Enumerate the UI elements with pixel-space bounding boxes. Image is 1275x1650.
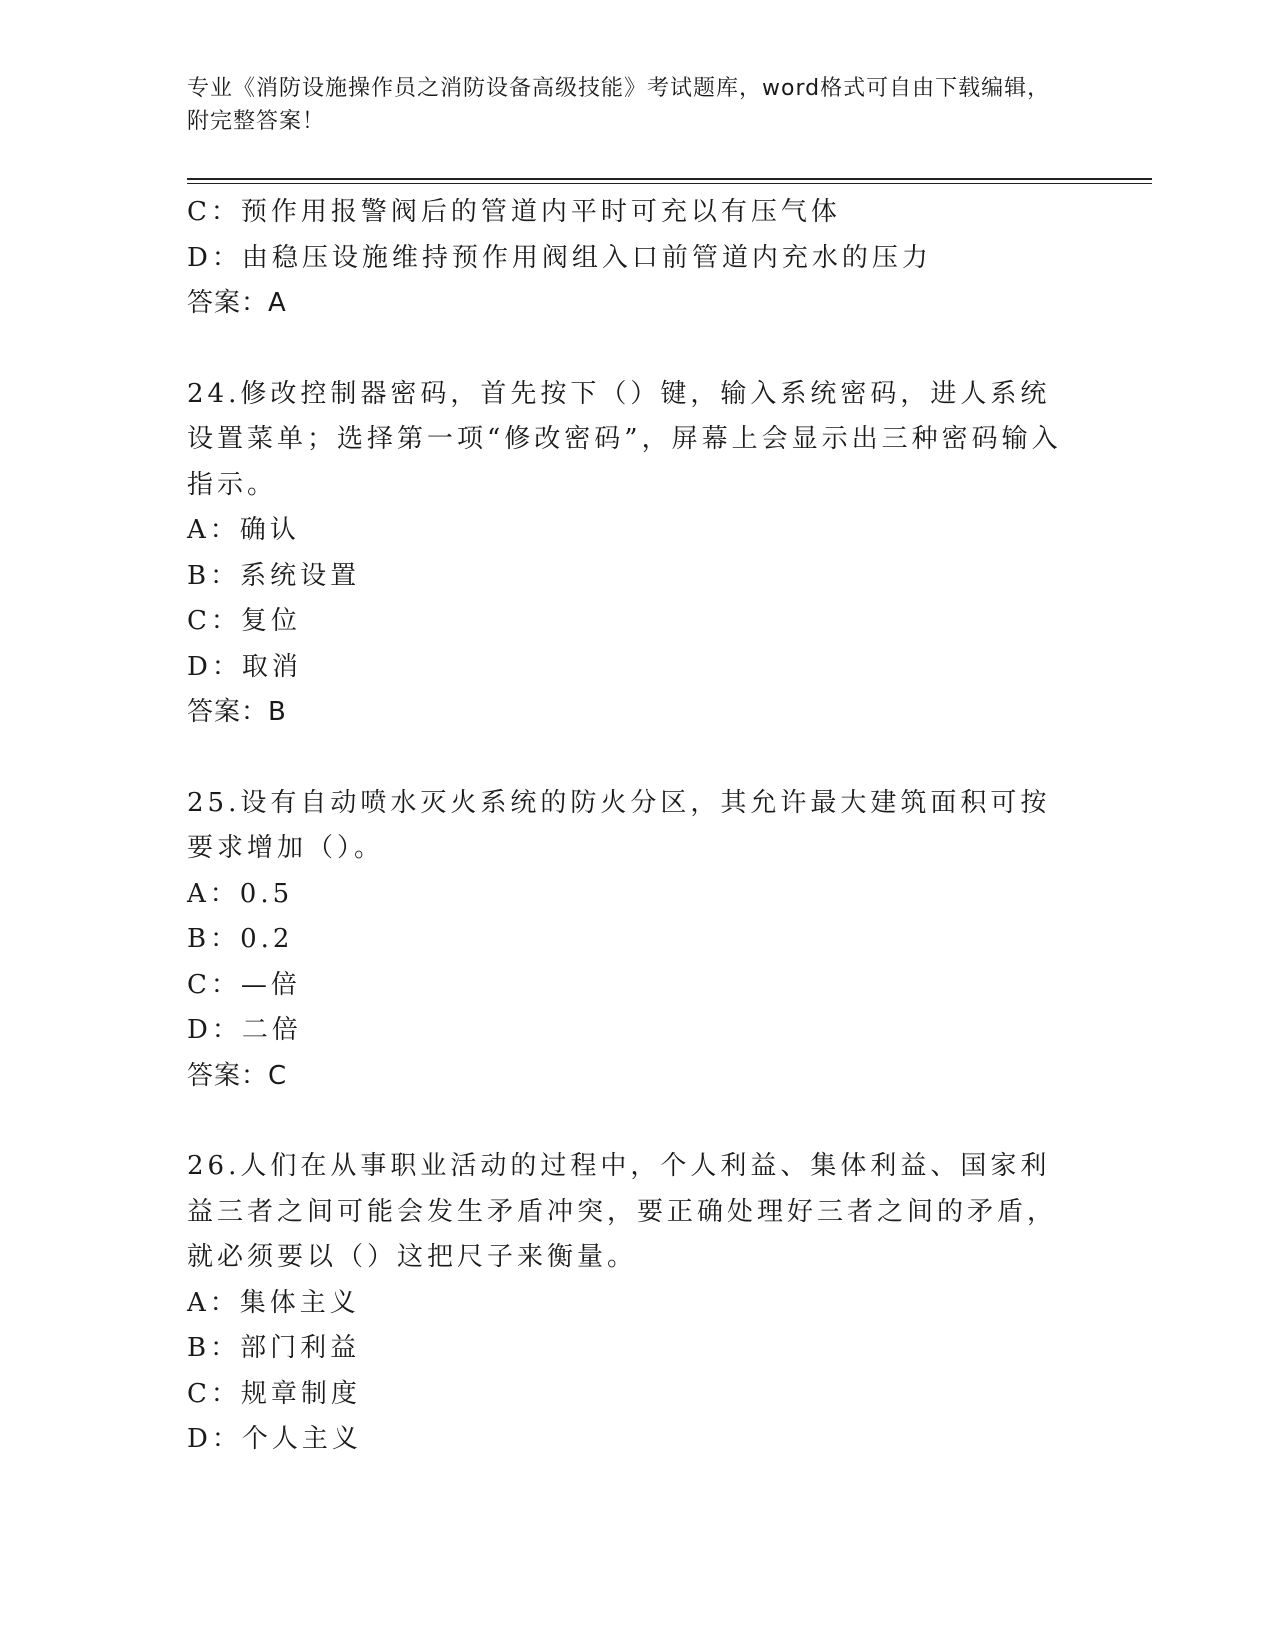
option-d: D：取消 xyxy=(187,651,302,682)
question-23-continuation xyxy=(187,190,1087,327)
option-a: A：0.5 xyxy=(187,878,294,909)
question-text: 24.修改控制器密码，首先按下（）键，输入系统密码，进人系统设置菜单；选择第一项“修改密码”，屏幕上会显示出三种密码输入指示。 xyxy=(187,378,1062,500)
question-text: 26.人们在从事职业活动的过程中，个人利益、集体利益、国家利益三者之间可能会发生矛盾冲突，要正确处理好三者之间的矛盾，就必须要以（）这把尺子来衡量。 xyxy=(187,1151,1058,1272)
option-b: B：部门利益 xyxy=(187,1333,361,1363)
spacer xyxy=(187,327,1087,372)
question-24 xyxy=(187,372,1087,736)
option-a: A：集体主义 xyxy=(187,1287,360,1318)
spacer xyxy=(187,736,1087,781)
option-b: B：0.2 xyxy=(187,924,294,954)
question-26 xyxy=(187,1144,1087,1463)
question-text: 25.设有自动喷水灭火系统的防火分区，其允许最大建筑面积可按要求增加（）。 xyxy=(187,787,1051,863)
header-rule-thick xyxy=(187,178,1152,180)
option-c: C：—倍 xyxy=(187,969,301,1000)
option-c: C：复位 xyxy=(187,606,301,636)
option-d: D：二倍 xyxy=(187,1015,302,1045)
option-a: A：确认 xyxy=(187,515,300,545)
header-rule-thin xyxy=(187,183,1152,184)
answer-label: 答案：C xyxy=(187,1060,288,1091)
answer-label: 答案：B xyxy=(187,697,287,727)
option-c: C：预作用报警阀后的管道内平时可充以有压气体 xyxy=(187,197,841,227)
option-d: D：个人主义 xyxy=(187,1424,362,1454)
option-b: B：系统设置 xyxy=(187,560,361,591)
question-25 xyxy=(187,781,1087,1100)
option-d: D：由稳压设施维持预作用阀组入口前管道内充水的压力 xyxy=(187,242,932,273)
document-body xyxy=(187,190,1087,1463)
option-c: C：规章制度 xyxy=(187,1378,361,1409)
spacer xyxy=(187,1099,1087,1144)
answer-label: 答案：A xyxy=(187,288,287,318)
page-header: 专业《消防设施操作员之消防设备高级技能》考试题库，word格式可自由下载编辑，附完整答案！ xyxy=(187,76,1051,134)
